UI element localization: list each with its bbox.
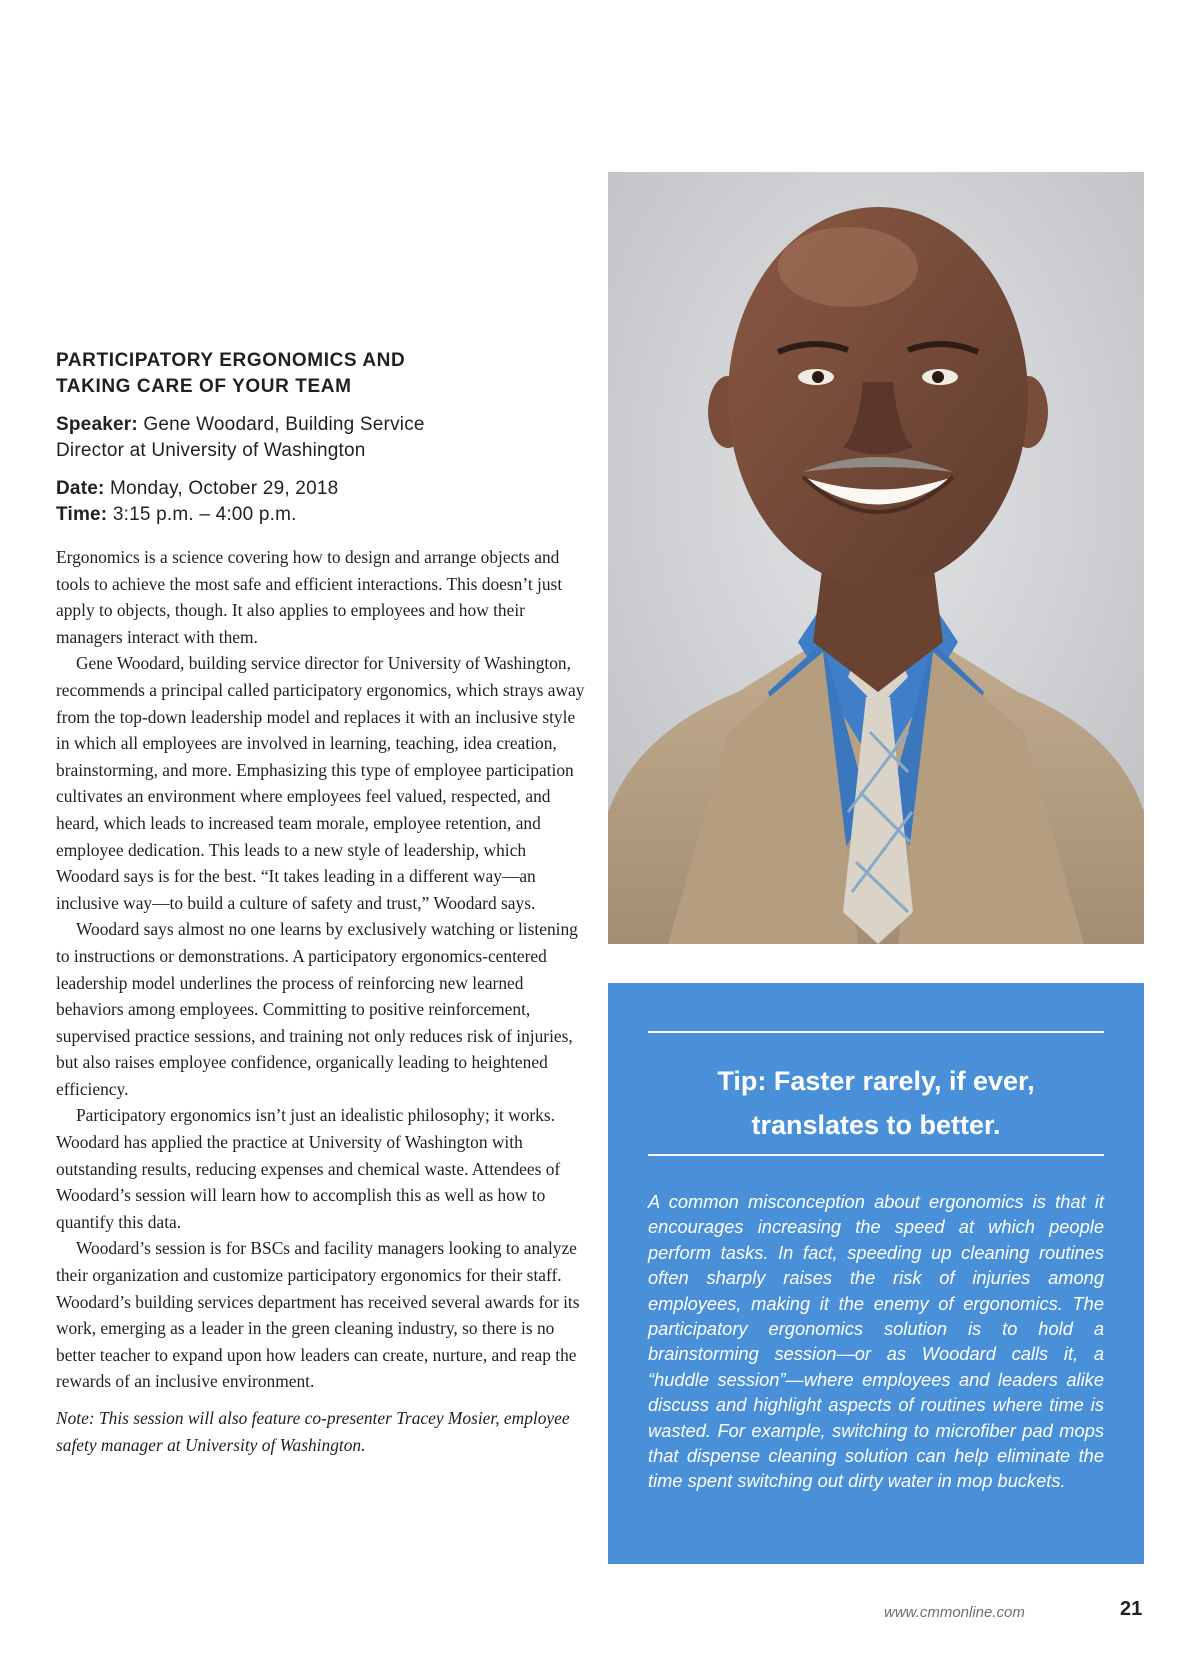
tip-title-line-1: Tip: Faster rarely, if ever, xyxy=(717,1066,1035,1096)
speaker-info xyxy=(56,412,586,464)
speaker-label: Speaker: xyxy=(56,414,138,435)
article-paragraph-2: Gene Woodard, building service director for University of Washington, recommends a principal called participatory ergonomics, which strays away from the top-down leadership model and replaces it with an inclusive style in which all employees are involved in learning, teaching, idea creation, brainstorming, and more. Emphasizing this type of employee participation cultivates an environment where employees feel valued, respected, and heard, which leads to increased team morale, employee retention, and employee dedication. This leads to a new style of leadership, which Woodard says is for the best. “It takes leading in a different way—an inclusive way—to build a culture of safety and trust,” Woodard says. xyxy=(56,653,585,913)
session-title-line-2: TAKING CARE OF YOUR TEAM xyxy=(56,376,352,397)
tip-box xyxy=(608,983,1144,1564)
session-title xyxy=(56,348,586,400)
time-label: Time: xyxy=(56,504,108,525)
session-column xyxy=(56,348,586,1458)
page-number: 21 xyxy=(1120,1598,1143,1620)
article-paragraph-1: Ergonomics is a science covering how to design and arrange objects and tools to achieve the most safe and efficient interactions. This doesn’t just apply to objects, though. It also applies to employees and how their managers interact with them. xyxy=(56,547,563,647)
speaker-line-1: Gene Woodard, Building Service xyxy=(143,414,425,435)
tip-title-line-2: translates to better. xyxy=(751,1110,1001,1140)
article-body xyxy=(56,544,586,1458)
article-note: Note: This session will also feature co-presenter Tracey Mosier, employee safety manager at University of Washington. xyxy=(56,1408,570,1455)
article-paragraph-4: Participatory ergonomics isn’t just an idealistic philosophy; it works. Woodard has applied the practice at University of Washington with outstanding results, reducing expenses and chemical waste. Attendees of Woodard’s session will learn how to accomplish this as well as how to quantify this data. xyxy=(56,1105,561,1232)
tip-rule-top xyxy=(648,1031,1104,1033)
schedule-info xyxy=(56,476,586,528)
footer-url: www.cmmonline.com xyxy=(884,1604,1025,1621)
date-label: Date: xyxy=(56,478,105,499)
tip-body: A common misconception about ergonomics is that it encourages increasing the speed at which people perform tasks. In fact, speeding up cleaning routines often sharply raises the risk of injuries among employees, making it the enemy of ergonomics. The participatory ergonomics solution is to hold a brainstorming session—or as Woodard calls it, a “huddle session”—where employees and leaders alike discuss and highlight aspects of routines where time is wasted. For example, switching to microfiber pad mops that dispense cleaning solution can help eliminate the time spent switching out dirty water in mop buckets. xyxy=(648,1191,1104,1492)
article-paragraph-3: Woodard says almost no one learns by exclusively watching or listening to instructions or demonstrations. A participatory ergonomics-centered leadership model underlines the process of reinforcing new learned behaviors among employees. Committing to positive reinforcement, supervised practice sessions, and training not only reduces risk of injuries, but also raises employee confidence, organically leading to heightened efficiency. xyxy=(56,919,578,1099)
speaker-photo xyxy=(608,172,1144,944)
speaker-line-2: Director at University of Washington xyxy=(56,440,366,461)
tip-rule-bottom xyxy=(648,1154,1104,1156)
date-value: Monday, October 29, 2018 xyxy=(110,478,339,499)
article-paragraph-5: Woodard’s session is for BSCs and facility managers looking to analyze their organization and customize participatory ergonomics for their staff. Woodard’s building services department has received several awards for its work, emerging as a leader in the green cleaning industry, so there is no better teacher to expand upon how leaders can create, nurture, and reap the rewards of an inclusive environment. xyxy=(56,1238,580,1392)
tip-title xyxy=(648,1059,1104,1147)
speaker-portrait-icon xyxy=(608,172,1144,944)
time-value: 3:15 p.m. – 4:00 p.m. xyxy=(112,504,297,525)
session-title-line-1: PARTICIPATORY ERGONOMICS AND xyxy=(56,350,406,371)
